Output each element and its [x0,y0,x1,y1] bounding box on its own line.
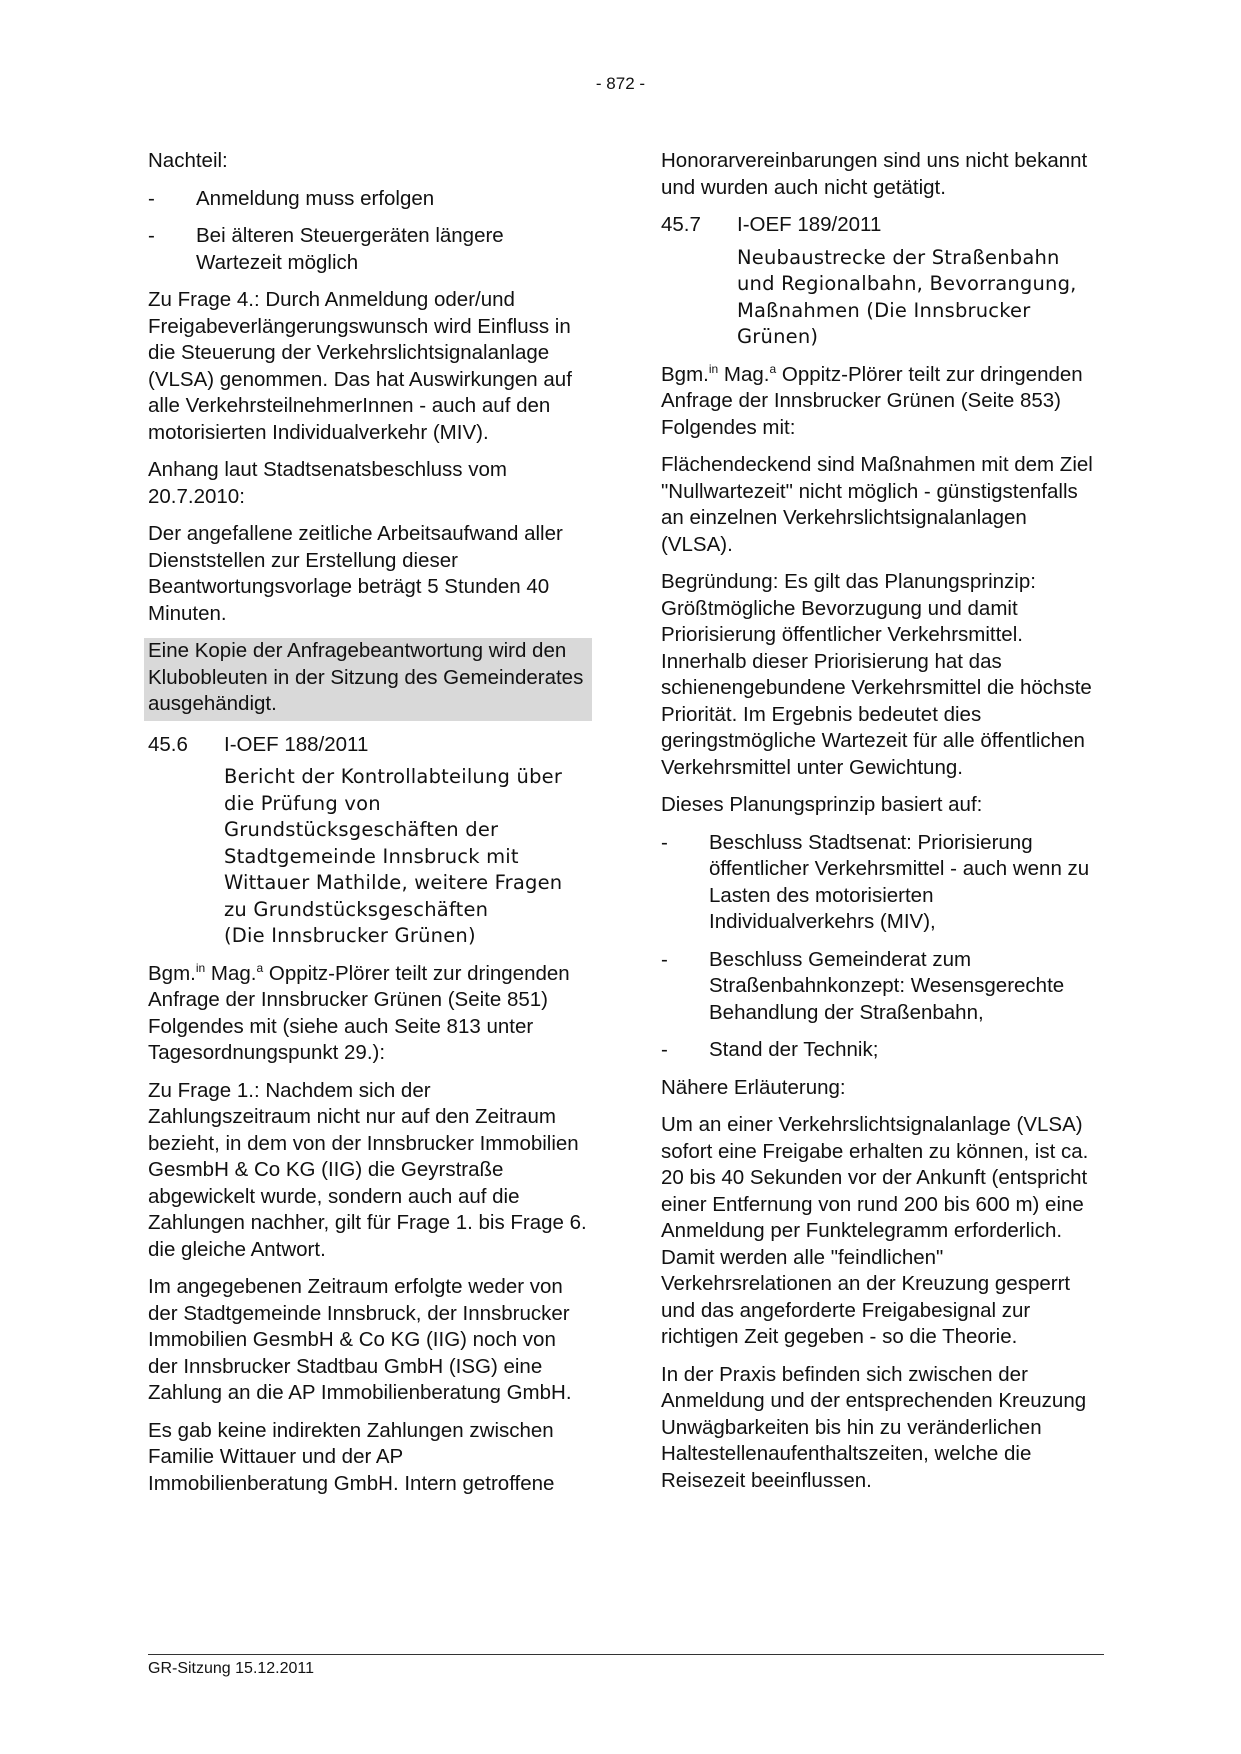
section-subject-text: Bericht der Kontrollabteilung über die Prüfung von Grundstücksgeschäften der Stadtgemeinde Innsbruck mit Wittauer Mathilde, weitere Fragen zu Grundstücksgeschäften [224,765,563,921]
kopie-highlight-box: Eine Kopie der Anfragebeantwortung wird den Klubobleuten in der Sitzung des Gemeinderates ausgehändigt. [144,638,592,721]
praxis-paragraph: In der Praxis befinden sich zwischen der Anmeldung und der entsprechenden Kreuzung Unwägbarkeiten bis hin zu veränderlichen Haltestellenaufenthaltszeiten, welche die Reisezeit beeinflussen. [661,1362,1087,1492]
begruendung-paragraph: Begründung: Es gilt das Planungsprinzip: Größtmögliche Bevorzugung und damit Priorisierung öffentlicher Verkehrsmittel. Innerhalb dieser Priorisierung hat das schienengebundene Verkehrsmittel die höchste Priorität. Im Ergebnis bedeutet dies geringstmögliche Wartezeit für alle öffentlichen Verkehrsmittel unter Gewichtung. [661,570,1092,779]
zu-frage-1-paragraph: Zu Frage 1.: Nachdem sich der Zahlungszeitraum nicht nur auf den Zeitraum bezieht, in dem von der Innsbrucker Immobilien GesmbH & Co KG (IIG) die Geyrstraße abgewickelt wurde, sondern auch auf die Zahlungen nachher, gilt für Frage 1. bis Frage 6. die gleiche Antwort. [148,1078,587,1261]
section-code: I-OEF 189/2011 [737,213,882,236]
list-dash: - [661,830,668,854]
section-number: 45.6 [148,732,188,756]
bgm-text: Oppitz-Plörer teilt zur dringenden Anfrage der Innsbrucker Grünen (Seite 853) Folgendes mit: [661,362,1083,439]
list-item-text: Beschluss Gemeinderat zum Straßenbahnkonzept: Wesensgerechte Behandlung der Straßenbahn, [709,947,1065,1024]
anhang-paragraph: Anhang laut Stadtsenatsbeschluss vom 20.7.2010: [148,458,507,508]
arbeitsaufwand-paragraph: Der angefallene zeitliche Arbeitsaufwand aller Dienststellen zur Erstellung dieser Beantwortungsvorlage beträgt 5 Stunden 40 Minuten. [148,522,563,625]
list-item [661,1037,1101,1064]
footer-session-date: GR-Sitzung 15.12.2011 [148,1660,315,1677]
bgm-superscript: a [256,960,264,975]
bgm-statement [661,362,1101,442]
list-item-text: Anmeldung muss erfolgen [196,186,435,210]
section-subject-party: (Die Innsbrucker Grünen) [224,924,476,947]
list-item-text: Beschluss Stadtsenat: Priorisierung öffentlicher Verkehrsmittel - auch wenn zu Lasten des motorisierten Individualverkehrs (MIV), [709,830,1090,933]
list-item [148,223,588,276]
bgm-prefix: Bgm. [148,961,196,985]
flaechendeckend-paragraph: Flächendeckend sind Maßnahmen mit dem Ziel "Nullwartezeit" nicht möglich - günstigstenfalls an einzelnen Verkehrslichtsignalanlagen (VLSA). [661,453,1093,556]
list-dash: - [661,947,668,971]
zeitraum-paragraph: Im angegebenen Zeitraum erfolgte weder von der Stadtgemeinde Innsbruck, der Innsbrucker Immobilien GesmbH & Co KG (IIG) noch von der Innsbrucker Stadtbau GmbH (ISG) eine Zahlung an die AP Immobilienberatung GmbH. [148,1275,572,1404]
list-item [148,186,588,213]
bgm-superscript: in [708,361,719,376]
naehere-label: Nähere Erläuterung: [661,1075,846,1099]
list-dash: - [148,186,155,210]
bgm-prefix: Bgm. [661,362,709,386]
list-dash: - [661,1038,668,1061]
zu-frage-4-paragraph: Zu Frage 4.: Durch Anmeldung oder/und Freigabeverlängerungswunsch wird Einfluss in die Steuerung der Verkehrslichtsignalanlage (VLSA) genommen. Das hat Auswirkungen auf alle VerkehrsteilnehmerInnen - auch auf den motorisierten Individualverkehr (MIV). [148,288,572,444]
page-number: - 872 - [595,74,646,93]
freigabe-paragraph: Um an einer Verkehrslichtsignalanlage (VLSA) sofort eine Freigabe erhalten zu können, ist ca. 20 bis 40 Sekunden vor der Ankunft (entspricht einer Entfernung von rund 200 bis 600 m) eine Anmeldung per Funktelegramm erforderlich. Damit werden alle "feindlichen" Verkehrsrelationen an der Kreuzung gesperrt und das angeforderte Freigabesignal zur richtigen Zeit gegeben - so die Theorie. [661,1113,1089,1348]
section-subject: Neubaustrecke der Straßenbahn und Regionalbahn, Bevorrangung, Maßnahmen (Die Innsbrucker Grünen) [737,245,1077,348]
list-item-text: Stand der Technik; [709,1038,879,1061]
section-heading-45-7 [661,212,1101,239]
footer-divider [148,1654,1104,1655]
bgm-statement [148,961,588,1067]
honorar-paragraph: Honorarvereinbarungen sind uns nicht bekannt und wurden auch nicht getätigt. [661,149,1088,199]
bgm-title: Mag. [723,362,770,386]
bgm-text: Oppitz-Plörer teilt zur dringenden Anfrage der Innsbrucker Grünen (Seite 851) Folgendes mit (siehe auch Seite 813 unter Tagesordnungspunkt 29.): [148,961,570,1064]
right-column [661,148,1101,1505]
section-subject [224,764,588,950]
section-heading-45-6 [148,732,588,759]
bgm-superscript: a [769,361,777,376]
section-number: 45.7 [661,213,701,236]
left-column [148,148,588,1508]
list-item [661,830,1101,936]
indirekt-paragraph: Es gab keine indirekten Zahlungen zwischen Familie Wittauer und der AP Immobilienberatung GmbH. Intern getroffene [148,1418,555,1495]
list-item [661,947,1101,1027]
list-item-text: Bei älteren Steuergeräten längere Wartezeit möglich [196,224,504,274]
section-code: I-OEF 188/2011 [224,732,369,756]
nachteil-label: Nachteil: [148,149,228,172]
bgm-title: Mag. [210,961,257,985]
planungsprinzip-paragraph: Dieses Planungsprinzip basiert auf: [661,793,983,816]
list-dash: - [148,224,155,247]
bgm-superscript: in [195,960,206,975]
